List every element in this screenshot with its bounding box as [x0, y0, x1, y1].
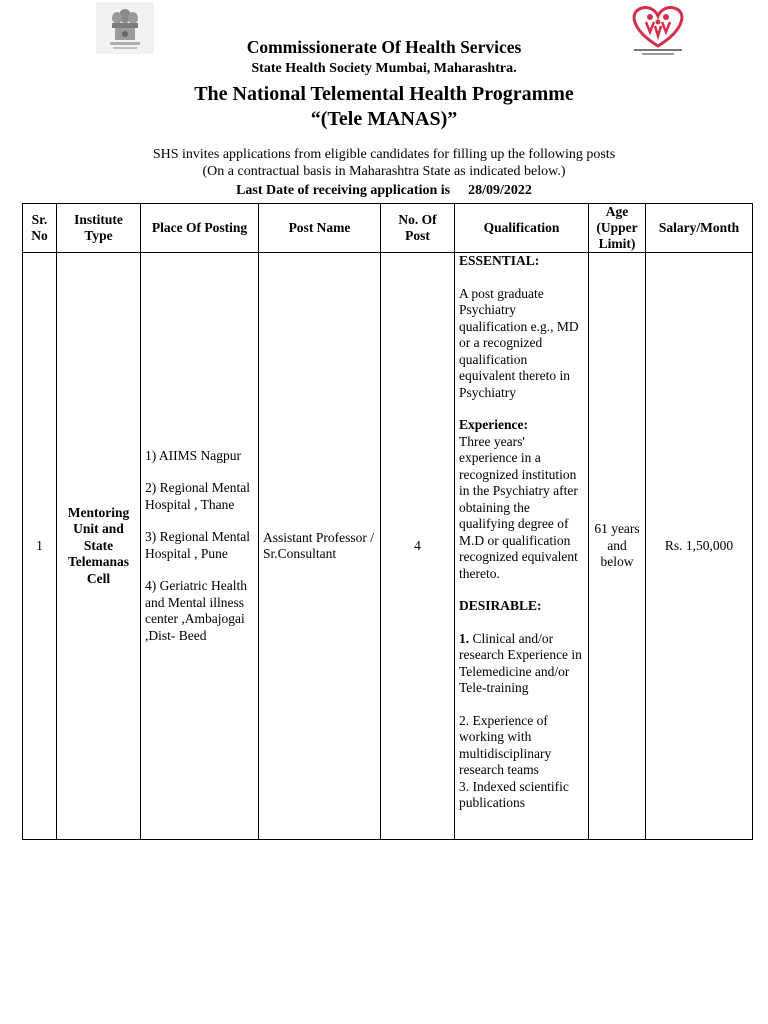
cell-institute-type: Mentoring Unit and State Telemanas Cell	[57, 253, 141, 840]
experience-label: Experience:	[459, 417, 528, 432]
cell-age: 61 years and below	[589, 253, 646, 840]
cell-salary: Rs. 1,50,000	[646, 253, 753, 840]
header-state-health-society: State Health Society Mumbai, Maharashtra.	[251, 61, 517, 76]
table-row	[23, 253, 753, 840]
place-item: 1) AIIMS Nagpur	[145, 447, 241, 463]
posts-table	[22, 203, 753, 840]
place-item: 3) Regional Mental Hospital , Pune	[145, 529, 250, 561]
cell-post-name: Assistant Professor / Sr.Consultant	[259, 253, 381, 840]
place-item: 4) Geriatric Health and Mental illness center ,Ambajogai ,Dist- Beed	[145, 578, 247, 643]
desirable-item-1	[459, 631, 584, 697]
intro-contract-note: (On a contractual basis in Maharashtra State as indicated below.)	[202, 164, 566, 179]
essential-label: ESSENTIAL:	[459, 253, 540, 268]
header-salary: Salary/Month	[646, 204, 753, 253]
header-qualification: Qualification	[455, 204, 589, 253]
deadline-date: 28/09/2022	[468, 183, 532, 198]
header-post-name: Post Name	[259, 204, 381, 253]
intro-invitation: SHS invites applications from eligible candidates for filling up the following posts	[152, 147, 616, 162]
cell-place-of-posting	[141, 253, 259, 840]
header-age: Age (Upper Limit)	[589, 204, 646, 253]
intro-deadline	[0, 183, 768, 199]
essential-text: A post graduate Psychiatry qualification e.g., MD or a recognized qualification equivalent thereto in Psychiatry	[459, 285, 579, 400]
header-programme-title: The National Telemental Health Programme	[194, 83, 574, 105]
header-institute-type: Institute Type	[57, 204, 141, 253]
cell-qualification	[455, 253, 589, 840]
cell-sr-no: 1	[23, 253, 57, 840]
header-commissionerate: Commissionerate Of Health Services	[246, 37, 522, 57]
desirable-label: DESIRABLE:	[459, 598, 542, 613]
header-place-of-posting: Place Of Posting	[141, 204, 259, 253]
table-header-row	[23, 204, 753, 253]
cell-no-of-post: 4	[381, 253, 455, 840]
header-tele-manas: “(Tele MANAS)”	[310, 108, 458, 130]
header-no-of-post: No. Of Post	[381, 204, 455, 253]
deadline-label: Last Date of receiving application is	[236, 183, 451, 198]
desirable-item-1-number: 1.	[459, 630, 470, 646]
place-item: 2) Regional Mental Hospital , Thane	[145, 480, 250, 512]
desirable-item-2: 2. Experience of working with multidisciplinary research teams	[459, 712, 552, 777]
header-sr-no: Sr. No	[23, 204, 57, 253]
desirable-item-3: 3. Indexed scientific publications	[459, 778, 569, 810]
experience-text: Three years' experience in a recognized institution in the Psychiatry after obtaining the qualifying degree of M.D or qualification recognized equivalent thereto.	[459, 433, 578, 581]
desirable-item-1-text: Clinical and/or research Experience in Telemedicine and/or Tele-training	[459, 630, 582, 695]
